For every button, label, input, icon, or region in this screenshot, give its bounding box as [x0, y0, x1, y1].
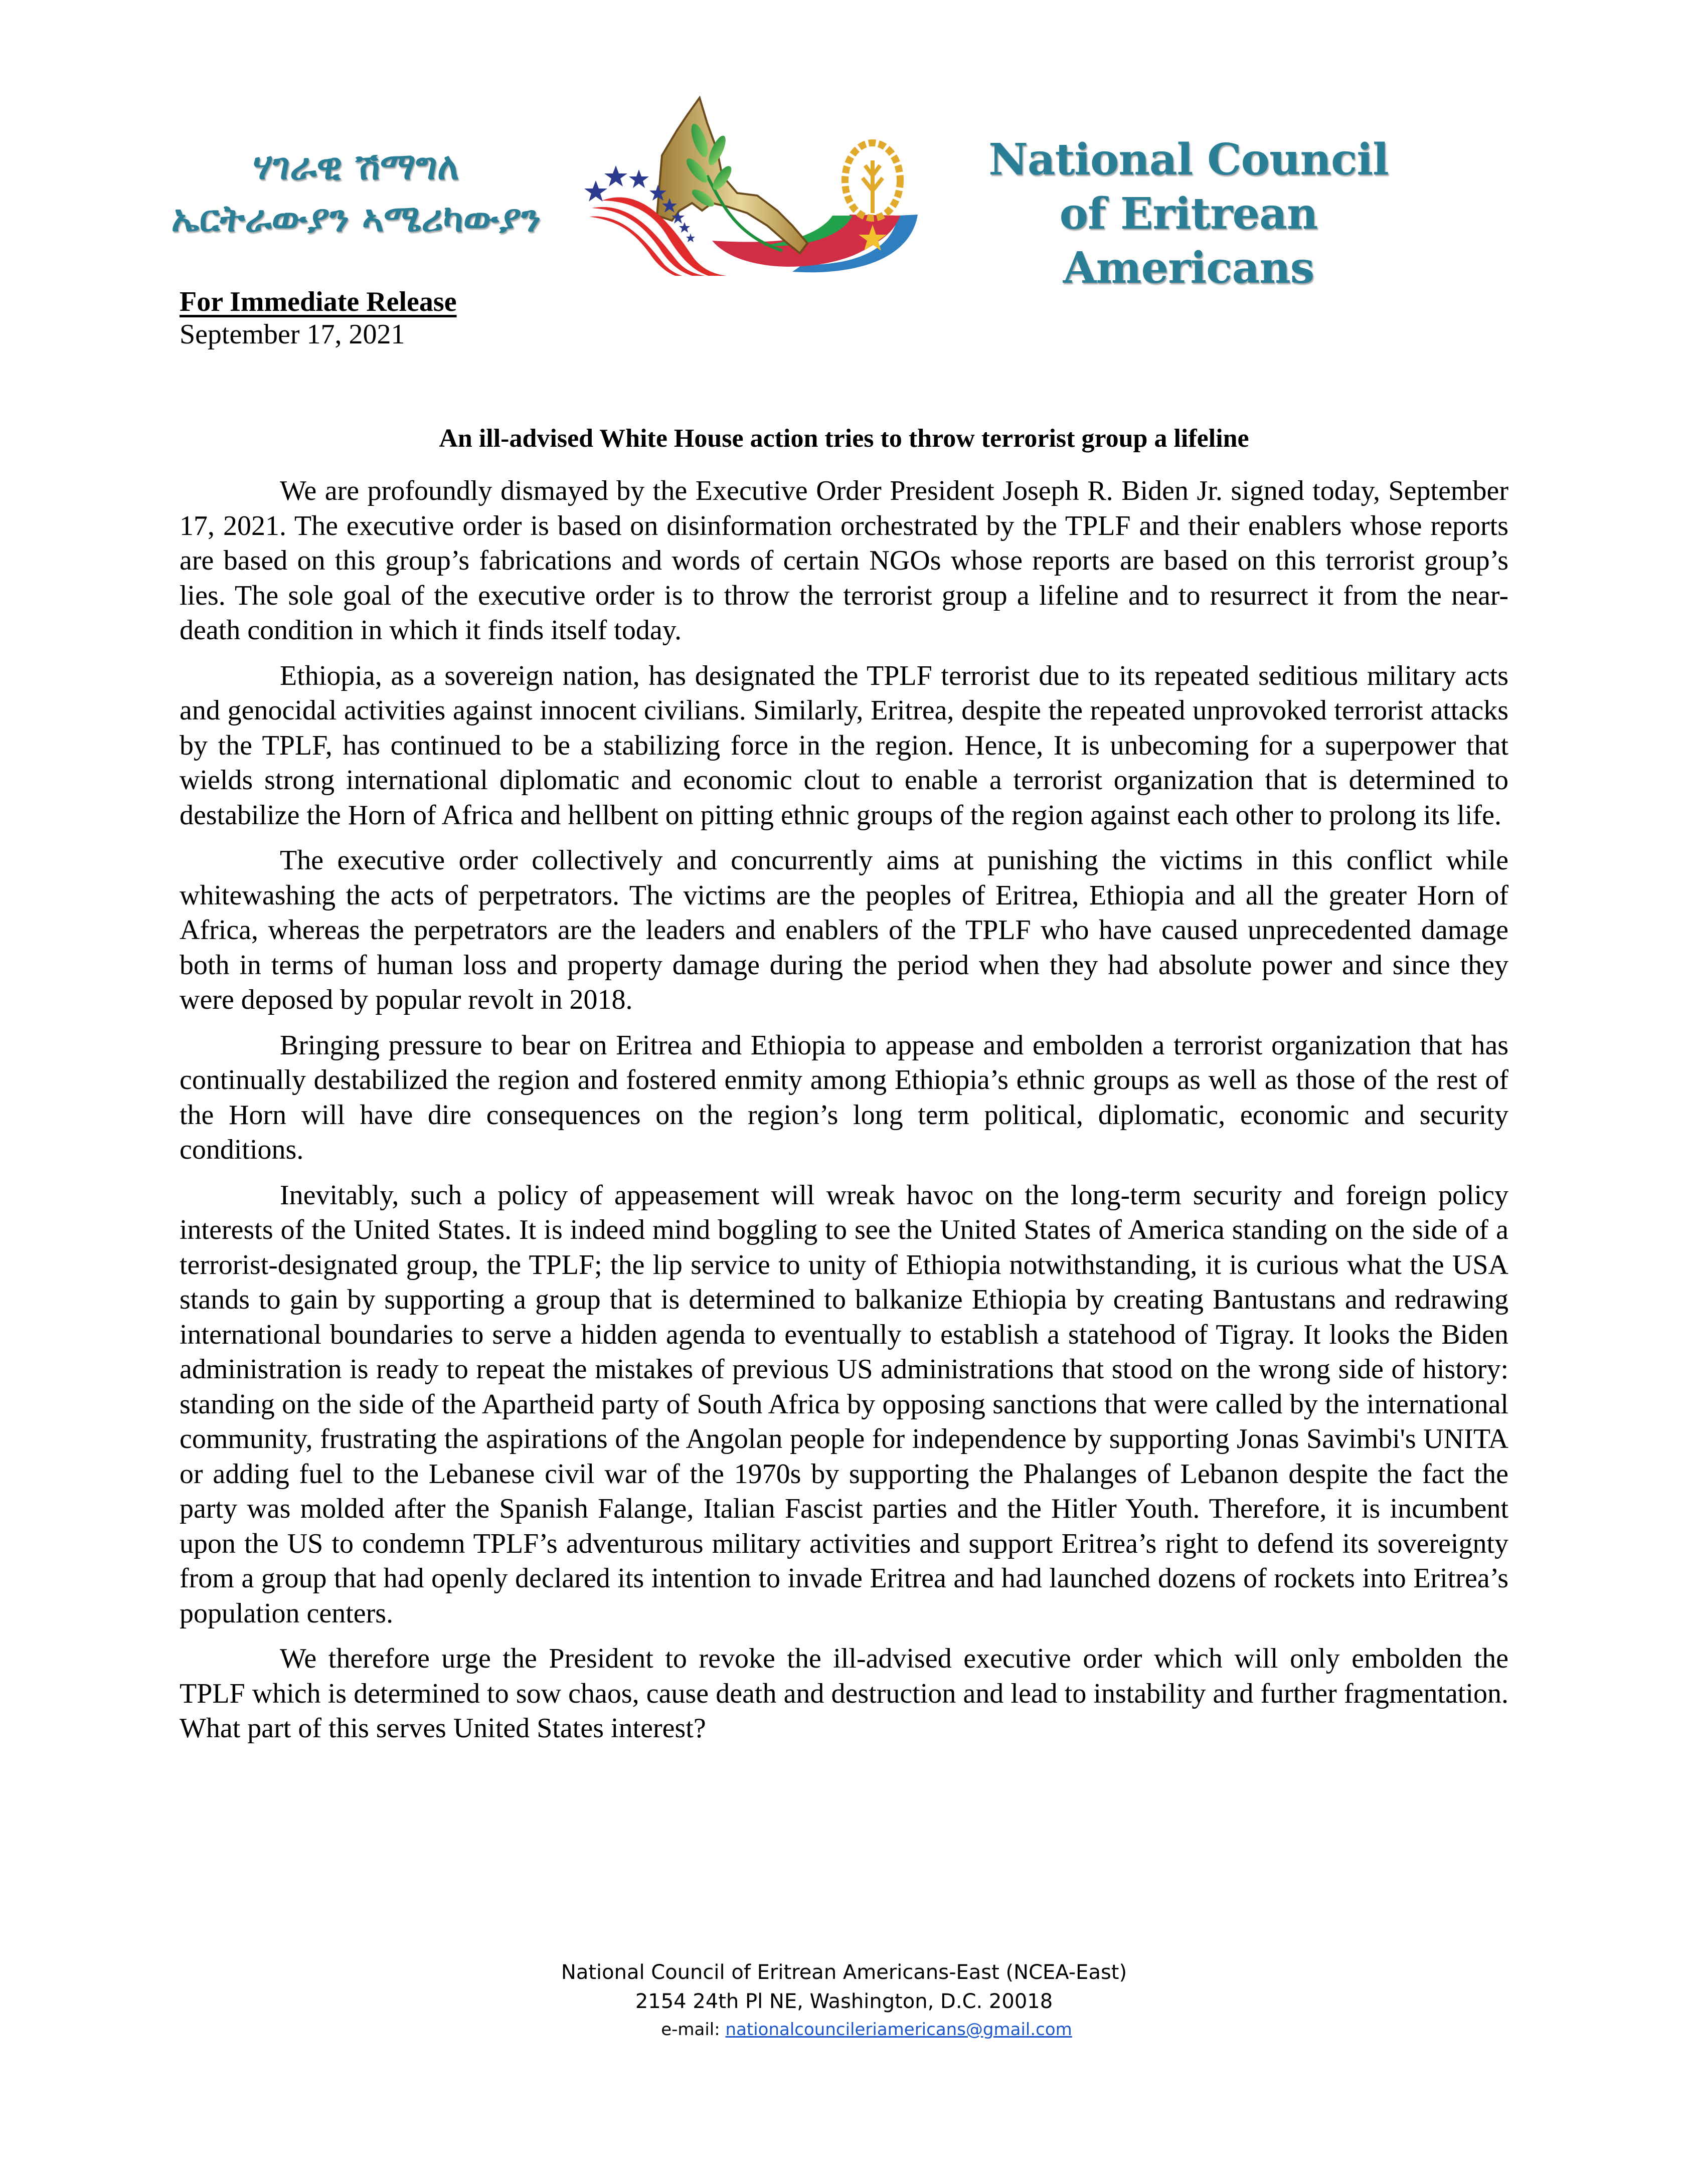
footer	[0, 1958, 1688, 2043]
tigrinya-line-2: ኤርትራውያን ኣሜሪካውያን	[171, 197, 541, 240]
paragraph: The executive order collectively and concurrently aims at punishing the victims in this conflict while whitewashing the acts of perpetrators. The victims are the peoples of Eritrea, Ethiopia and all the greater Horn of Africa, whereas the perpetrators are the leaders and enablers of the TPLF who have caused unprecedented damage both in terms of human loss and property damage during the period when they had absolute power and since they were deposed by popular revolt in 2018.	[180, 845, 1508, 1015]
footer-email-line	[0, 2016, 1688, 2043]
email-label: e-mail:	[661, 2020, 726, 2040]
email-link[interactable]: nationalcouncileriamericans@gmail.com	[725, 2020, 1072, 2040]
paragraph: Ethiopia, as a sovereign nation, has designated the TPLF terrorist due to its repeated seditious military acts and genocidal activities against innocent civilians. Similarly, Eritrea, despite the repeated unprovoked terrorist attacks by the TPLF, has continued to be a stabilizing force in the region. Hence, It is unbecoming for a superpower that wields strong international diplomatic and economic clout to enable a terrorist organization that is determined to destabilize the Horn of Africa and hellbent on pitting ethnic groups of the region against each other to prolong its life.	[180, 660, 1508, 831]
footer-org-name: National Council of Eritrean Americans-East (NCEA-East)	[561, 1961, 1127, 1984]
headline: An ill-advised White House action tries to throw terrorist group a lifeline	[439, 424, 1249, 453]
press-release-body	[180, 474, 1508, 1757]
org-name-line-1: National Council	[988, 134, 1389, 185]
release-date: September 17, 2021	[180, 319, 405, 350]
footer-address: 2154 24th Pl NE, Washington, D.C. 20018	[635, 1990, 1053, 2013]
org-name-heading	[948, 133, 1429, 295]
release-info	[180, 286, 457, 351]
letterhead	[0, 0, 1688, 293]
paragraph: Inevitably, such a policy of appeasement will wreak havoc on the long-term security and foreign policy interests of the United States. It is indeed mind boggling to see the United States of America standing on the side of a terrorist-designated group, the TPLF; the lip service to unity of Ethiopia notwithstanding, it is curious what the USA stands to gain by supporting a group that is determined to balkanize Ethiopia by creating Bantustans and redrawing international boundaries to serve a hidden agenda to eventually to establish a statehood of Tigray. It looks the Biden administration is ready to repeat the mistakes of previous US administrations that stood on the wrong side of history: standing on the side of the Apartheid party of South Africa by opposing sanctions that were called by the international community, frustrating the aspirations of the Angolan people for independence by supporting Jonas Savimbi's UNITA or adding fuel to the Lebanese civil war of the 1970s by supporting the Phalanges of Lebanon despite the fact the party was molded after the Spanish Falange, Italian Fascist parties and the Hitler Youth. Therefore, it is incumbent upon the US to condemn TPLF’s adventurous military activities and support Eritrea’s right to defend its sovereignty from a group that had openly declared its intention to invade Eritrea and had launched dozens of rockets into Eritrea’s population centers.	[180, 1179, 1508, 1629]
paragraph: Bringing pressure to bear on Eritrea and Ethiopia to appease and embolden a terrorist organization that has continually destabilized the region and fostered enmity among Ethiopia’s ethnic groups as well as those of the rest of the Horn will have dire consequences on the region’s long term political, diplomatic, economic and security conditions.	[180, 1029, 1508, 1165]
eritrea-usa-emblem-logo-icon	[572, 75, 933, 276]
paragraph: We therefore urge the President to revoke the ill-advised executive order which will only embolden the TPLF which is determined to sow chaos, cause death and destruction and lead to instability and further fragmentation. What part of this serves United States interest?	[180, 1643, 1508, 1744]
org-name-line-2: of Eritrean Americans	[1059, 189, 1318, 293]
release-label: For Immediate Release	[180, 286, 457, 317]
tigrinya-line-1: ሃገራዊ ሽማግለ	[253, 145, 459, 188]
tigrinya-org-name	[150, 140, 562, 245]
paragraph: We are profoundly dismayed by the Executive Order President Joseph R. Biden Jr. signed today, September 17, 2021. The executive order is based on disinformation orchestrated by the TPLF and their enablers whose reports are based on this group’s fabrications and words of certain NGOs whose reports are based on this terrorist group’s lies. The sole goal of the executive order is to throw the terrorist group a lifeline and to resurrect it from the near-death condition in which it finds itself today.	[180, 475, 1508, 646]
